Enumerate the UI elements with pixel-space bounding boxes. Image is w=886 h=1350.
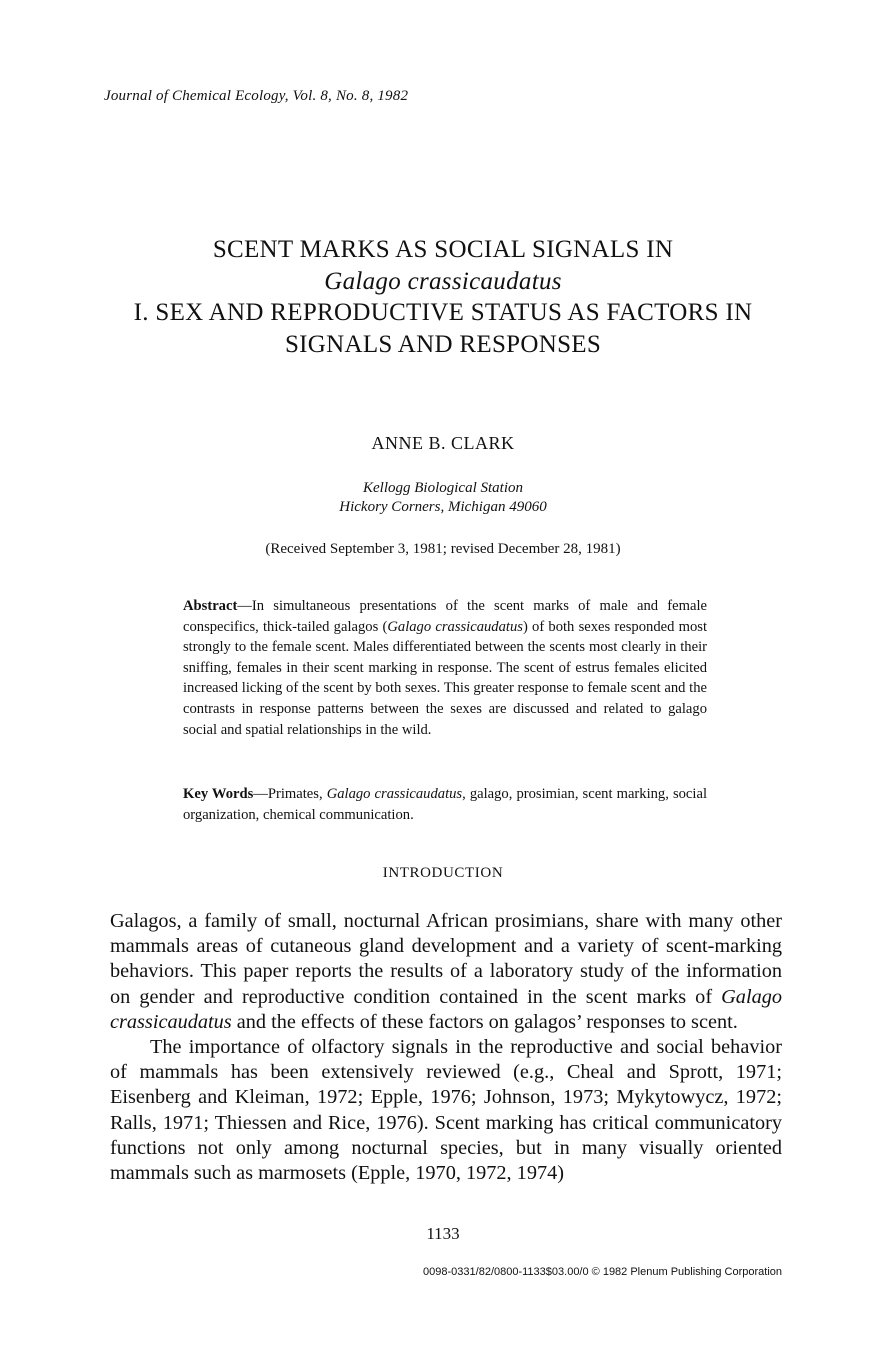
copyright-line: 0098-0331/82/0800-1133$03.00/0 © 1982 Plenum Publishing Corporation (423, 1266, 782, 1278)
author-name: ANNE B. CLARK (371, 433, 515, 453)
abstract (183, 596, 707, 740)
section-heading-introduction: INTRODUCTION (382, 865, 504, 881)
paragraph-2: The importance of olfactory signals in the reproductive and social behavior of mammals has been extensively reviewed (e.g., Cheal and Sprott, 1971; Eisenberg and Kleiman, 1972; Epple, 1976; Johnson, 1973; Mykytowycz, 1972; Ralls, 1971; Thiessen and Rice, 1976). Scent marking has critical communicatory functions not only among nocturnal species, but in many visually oriented mammals such as marmosets (Epple, 1970, 1972, 1974) (110, 1036, 782, 1185)
key-words (183, 784, 707, 825)
title-line-4: SIGNALS AND RESPONSES (284, 331, 602, 358)
abstract-text-2: ) of both sexes responded most strongly to the female scent. Males differentiated between the scents most clearly in their sniffing, females in their scent marking in response. The scent of estrus females elicited increased licking of the scent by both sexes. This greater response to female scent and the contrasts in response patterns between the sexes are discussed and related to galago social and spatial relationships in the wild. (183, 618, 707, 738)
abstract-text-1: In simultaneous presentations of the scent marks of male and female conspecifics, thick-tailed galagos ( (183, 598, 707, 635)
paragraph-1-text-1: Galagos, a family of small, nocturnal African prosimians, share with many other mammals areas of cutaneous gland development and a variety of scent-marking behaviors. This paper reports the results of a laboratory study of the information on gender and reproductive condition contained in the scent marks of (110, 910, 782, 1008)
paragraph-1 (110, 909, 782, 1035)
abstract-dash: — (237, 598, 252, 614)
title-line-2-species: Galago crassicaudatus (324, 268, 562, 295)
keywords-text-1: Primates, (267, 786, 327, 802)
keywords-species: Galago crassicaudatus (326, 786, 463, 802)
paragraph-1-species: Galago crassicaudatus (110, 985, 782, 1033)
affiliation-institution: Kellogg Biological Station (363, 480, 523, 496)
keywords-dash: — (253, 786, 268, 802)
received-dates: (Received September 3, 1981; revised December 28, 1981) (265, 541, 621, 557)
journal-citation: Journal of Chemical Ecology, Vol. 8, No. 8, 1982 (104, 88, 409, 104)
page-number: 1133 (426, 1224, 460, 1243)
keywords-label: Key Words (183, 786, 254, 802)
keywords-text-2: , galago, prosimian, scent marking, social organization, chemical communication. (183, 786, 707, 823)
body-text (110, 909, 782, 1186)
title-line-1: SCENT MARKS AS SOCIAL SIGNALS IN (212, 236, 674, 263)
title-line-3: I. SEX AND REPRODUCTIVE STATUS AS FACTORS IN (133, 299, 753, 326)
abstract-label: Abstract (183, 598, 238, 614)
abstract-species: Galago crassicaudatus (387, 618, 523, 635)
paragraph-1-text-2: and the effects of these factors on galagos’ responses to scent. (231, 1010, 738, 1033)
affiliation-location: Hickory Corners, Michigan 49060 (339, 499, 547, 515)
